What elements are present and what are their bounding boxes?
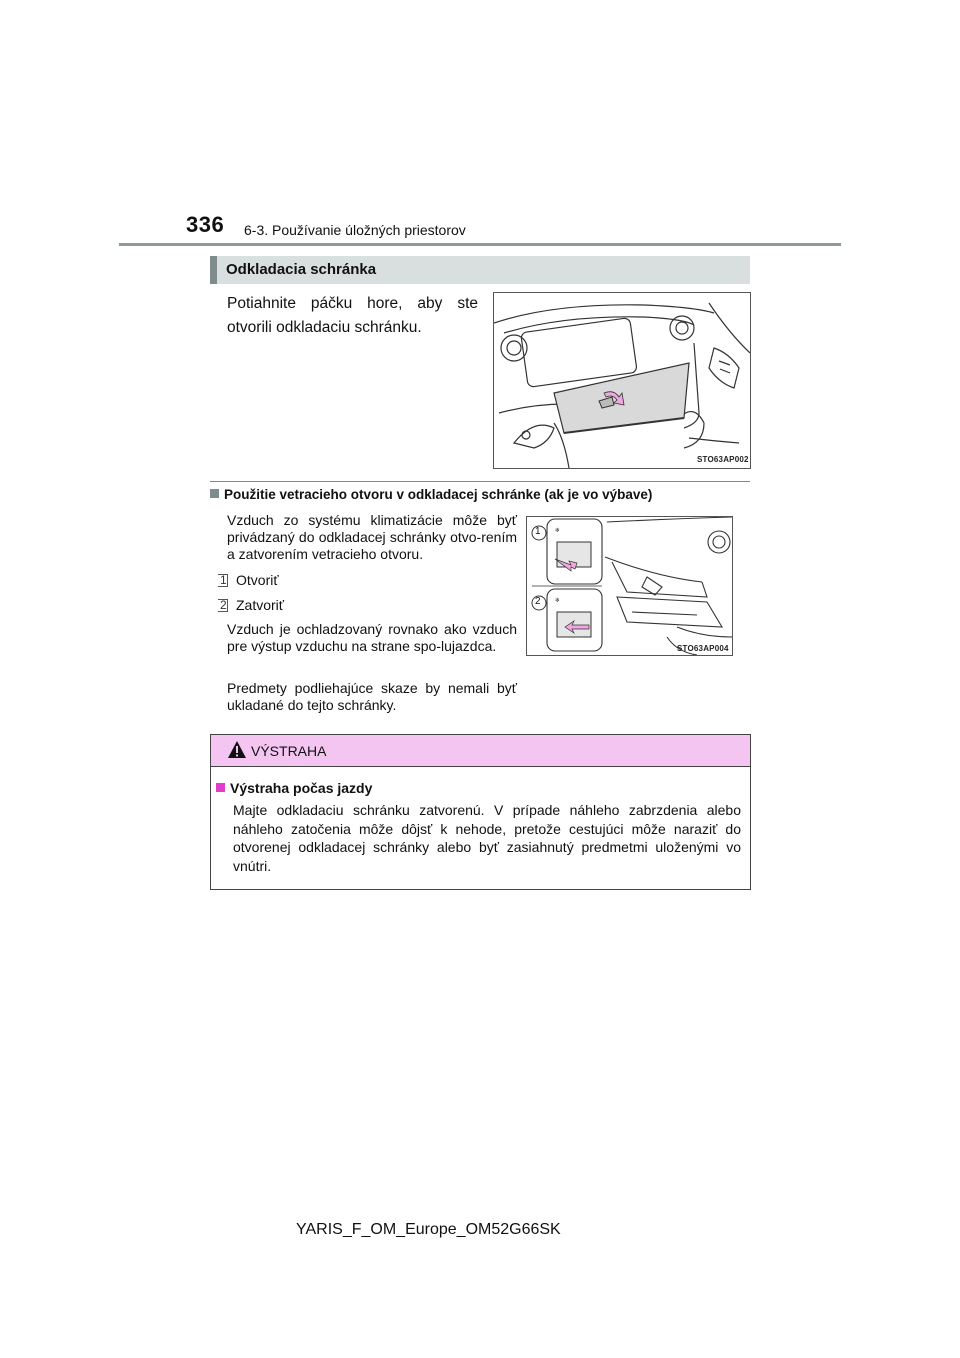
warning-text: Majte odkladaciu schránku zatvorenú. V prípade náhleho zabrzdenia alebo náhleho zatočenia môže dôjsť k nehode, pretože cestujúci môže naraziť do otvorenej odkladacej schránky alebo byť zasiahnutý predmetmi uloženými vo vnútri. [233,802,741,874]
svg-text:❄: ❄ [555,597,561,604]
vent-description: Vzduch zo systému klimatizácie môže byť privádzaný do odkladacej schránky otvo-rením a zatvorením vetracieho otvoru. [227,512,517,562]
step-number-box [218,574,228,587]
warning-title-text: Výstraha počas jazdy [230,780,373,796]
callout-1: 1 [535,526,541,537]
subsection-heading-text: Použitie vetracieho otvoru v odkladacej schránke (ak je vo výbave) [224,487,653,502]
warning-title [216,780,372,796]
section-title-bar [210,256,750,284]
svg-text:❄: ❄ [555,527,561,534]
header-rule [119,243,841,246]
glovebox-lever-illustration [493,292,751,469]
subsection-heading [210,487,652,502]
warning-box [210,734,751,890]
step-number-2: 2 [220,598,227,612]
square-bullet-icon [216,783,225,792]
figure2-code: STO63AP004 [677,644,729,653]
callout-2: 2 [535,596,541,607]
footer-doc-code: YARIS_F_OM_Europe_OM52G66SK [296,1221,561,1238]
step-close: Zatvoriť [236,597,285,613]
figure1-code: STO63AP002 [697,455,749,464]
square-bullet-icon [210,489,219,498]
warning-header [211,735,750,767]
chapter-title: 6-3. Používanie úložných priestorov [244,222,466,238]
perishables-note: Predmety podliehajúce skaze by nemali byť ukladané do tejto schránky. [227,680,517,713]
vent-drawing [527,517,732,655]
vent-illustration [526,516,733,656]
separator-rule [210,481,750,482]
warning-triangle-icon [227,740,247,759]
section-title: Odkladacia schránka [226,261,377,278]
step-number-1: 1 [220,573,227,587]
glovebox-dashboard-drawing [494,293,750,468]
cooling-note: Vzduch je ochladzovaný rovnako ako vzduch pre výstup vzduchu na strane spo-lujazdca. [227,621,517,654]
warning-label: VÝSTRAHA [251,743,327,759]
page-number: 336 [186,212,225,237]
section-accent [210,256,217,284]
step-open: Otvoriť [236,572,279,588]
step-number-box [218,599,228,612]
intro-text: Potiahnite páčku hore, aby ste otvorili odkladaciu schránku. [227,295,478,336]
